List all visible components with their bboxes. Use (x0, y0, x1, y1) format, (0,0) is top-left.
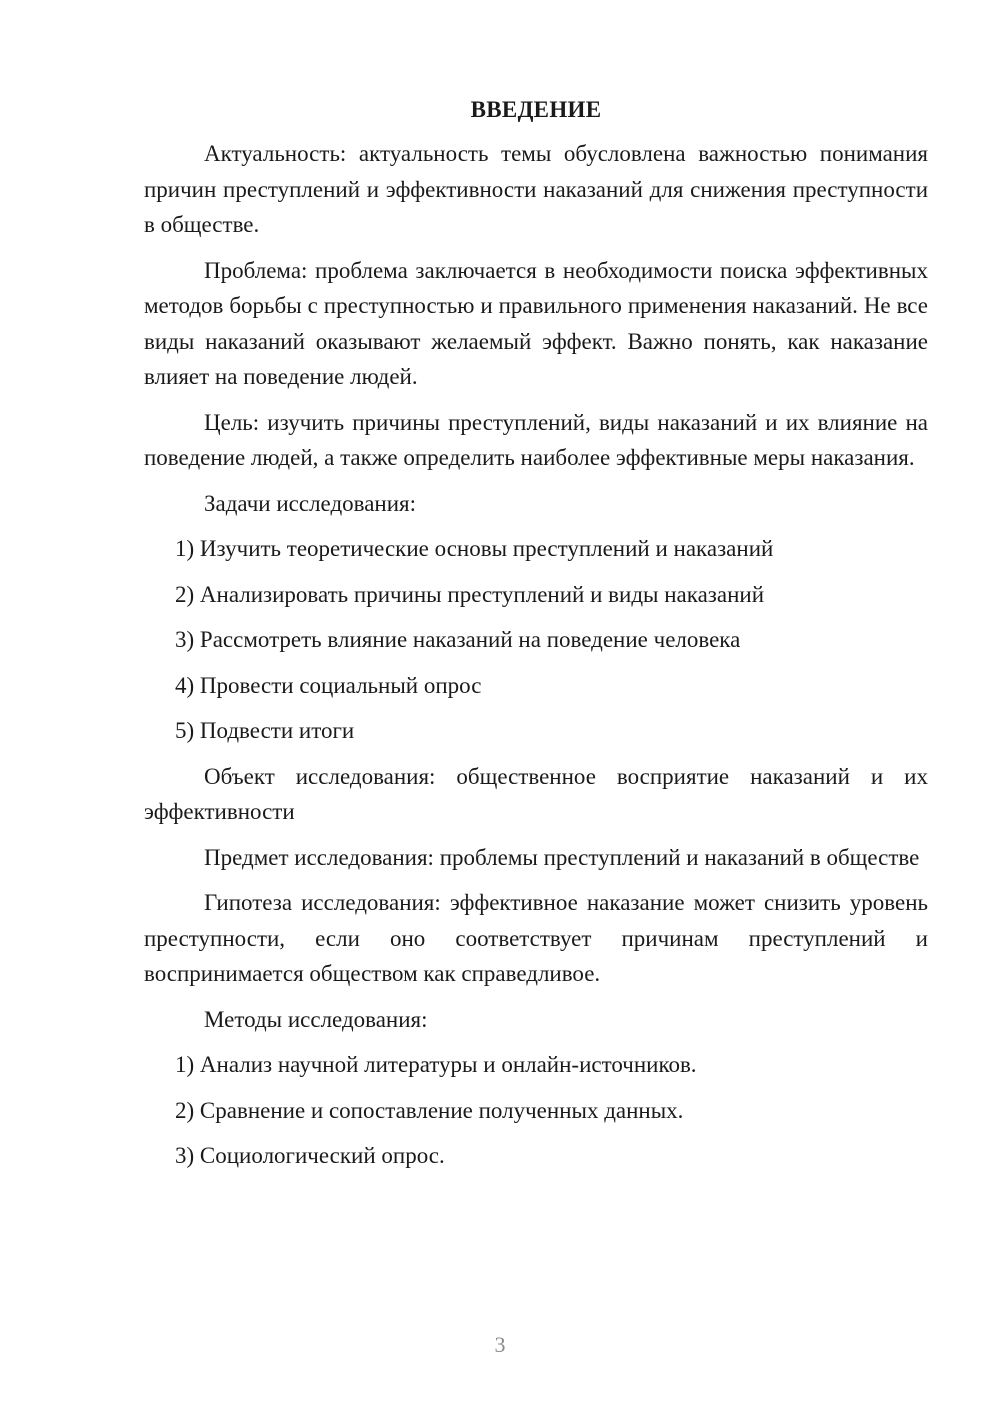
task-item-5: 5) Подвести итоги (175, 718, 355, 743)
page-number: 3 (494, 1332, 506, 1357)
task-item-2: 2) Анализировать причины преступлений и виды наказаний (175, 581, 765, 607)
task-item-3: 3) Рассмотреть влияние наказаний на поведение человека (175, 627, 741, 652)
paragraph-hypothesis: Гипотеза исследования: эффективное наказание может снизить уровень преступности, если оно соответствует причинам преступлений и воспринимается обществом как справедливое. (144, 890, 928, 986)
task-item-1: 1) Изучить теоретические основы преступлений и наказаний (175, 536, 774, 561)
method-item-1: 1) Анализ научной литературы и онлайн-источников. (175, 1052, 697, 1077)
tasks-title: Задачи исследования: (204, 490, 417, 516)
paragraph-relevance: Актуальность: актуальность темы обусловлена важностью понимания причин преступлений и эффективности наказаний для снижения преступности в обществе. (144, 141, 928, 237)
paragraph-goal: Цель: изучить причины преступлений, виды наказаний и их влияние на поведение людей, а также определить наиболее эффективные меры наказания. (144, 409, 928, 470)
method-item-3: 3) Социологический опрос. (175, 1143, 445, 1168)
method-item-2: 2) Сравнение и сопоставление полученных данных. (175, 1097, 684, 1123)
methods-title: Методы исследования: (204, 1006, 428, 1032)
paragraph-problem: Проблема: проблема заключается в необходимости поиска эффективных методов борьбы с преступностью и правильного применения наказаний. Не все виды наказаний оказывают желаемый эффект. Важно понять, как наказание влияет на поведение людей. (144, 257, 928, 389)
document-body (144, 94, 928, 1184)
paragraph-object: Объект исследования: общественное восприятие наказаний и их эффективности (144, 763, 928, 824)
task-item-4: 4) Провести социальный опрос (175, 672, 482, 698)
section-heading: ВВЕДЕНИЕ (470, 97, 602, 122)
paragraph-subject: Предмет исследования: проблемы преступлений и наказаний в обществе (204, 844, 920, 870)
